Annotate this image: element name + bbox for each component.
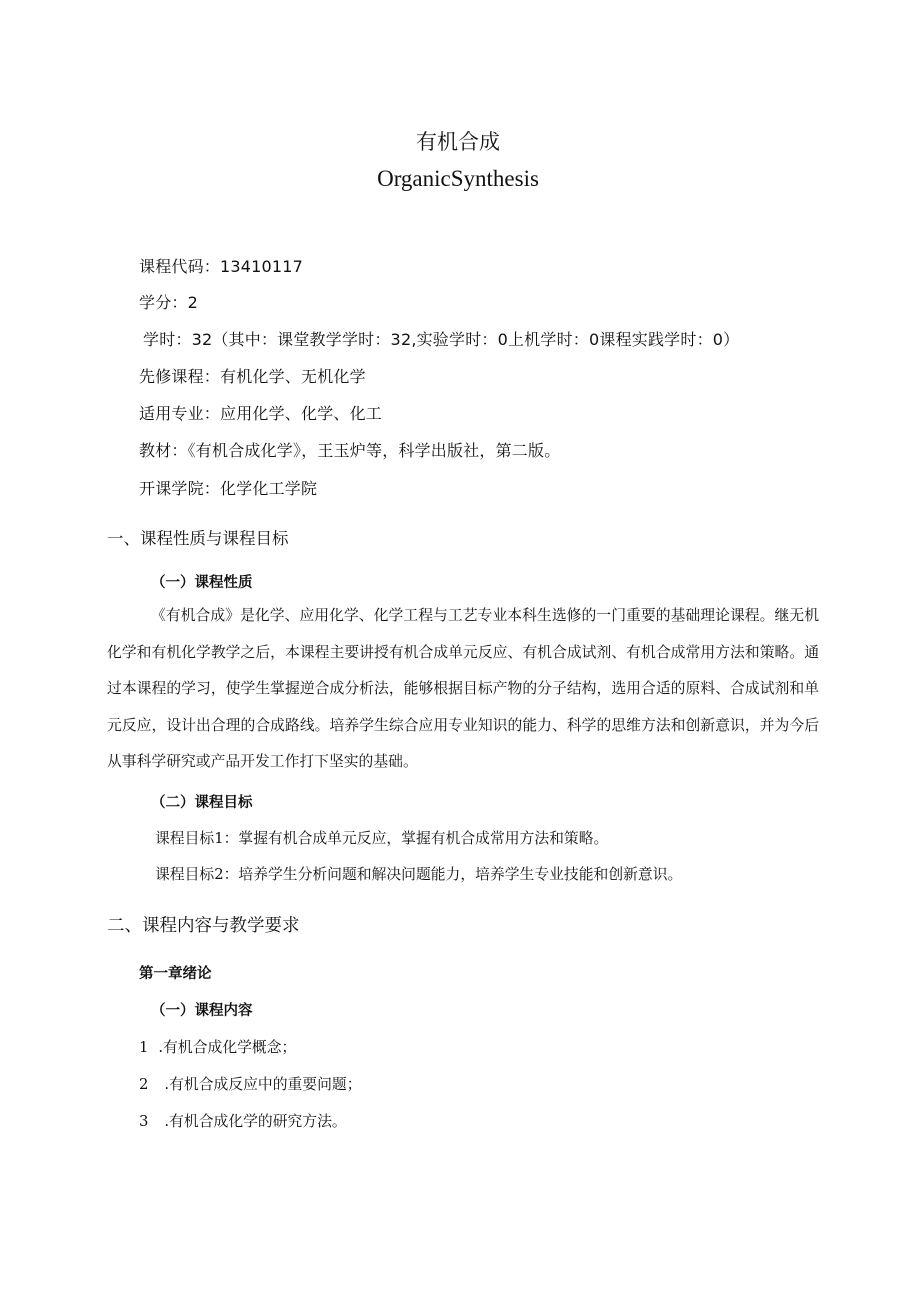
- course-title-chinese: 有机合成: [416, 130, 500, 154]
- list-item-number: 2: [139, 1076, 149, 1093]
- info-majors: 适用专业：应用化学、化学、化工: [139, 404, 383, 423]
- info-credits: 学分：2: [139, 293, 198, 312]
- list-item: [139, 1110, 347, 1131]
- course-goal-2: 课程目标2：培养学生分析问题和解决问题能力，培养学生专业技能和创新意识。: [155, 866, 683, 883]
- info-prerequisites: 先修课程：有机化学、无机化学: [139, 367, 366, 386]
- list-item-text: .有机合成化学的研究方法。: [164, 1113, 347, 1130]
- list-item: [139, 1036, 296, 1057]
- subheading-course-nature: （一）课程性质: [151, 575, 253, 591]
- list-item-number: 1: [139, 1039, 149, 1056]
- course-title-english: OrganicSynthesis: [377, 166, 539, 191]
- course-nature-paragraph: 《有机合成》是化学、应用化学、化学工程与工艺专业本科生选修的一门重要的基础理论课程。继无机化学和有机化学教学之后，本课程主要讲授有机合成单元反应、有机合成试剂、有机合成常用方法和策略。通过本课程的学习，使学生掌握逆合成分析法，能够根据目标产物的分子结构，选用合适的原料、合成试剂和单元反应，设计出合理的合成路线。培养学生综合应用专业知识的能力、科学的思维方法和创新意识，并为今后从事科学研究或产品开发工作打下坚实的基础。: [107, 607, 819, 770]
- section-heading-content-requirements: 二、课程内容与教学要求: [107, 916, 300, 936]
- list-item-text: .有机合成化学概念；: [158, 1039, 297, 1056]
- list-item: [139, 1073, 362, 1094]
- info-course-code: 课程代码：13410117: [139, 257, 304, 276]
- subheading-chapter-content: （一）课程内容: [151, 1003, 253, 1019]
- info-textbook: 教材：《有机合成化学》，王玉炉等，科学出版社，第二版。: [139, 441, 561, 460]
- info-college: 开课学院：化学化工学院: [139, 479, 318, 498]
- chapter-heading: 第一章绪论: [139, 966, 212, 982]
- info-hours: 学时：32（其中：课堂教学学时：32,实验学时：0上机学时：0课程实践学时：0）: [143, 330, 740, 349]
- section-heading-nature-goals: 一、课程性质与课程目标: [107, 529, 289, 548]
- list-item-number: 3: [139, 1113, 149, 1130]
- course-goal-1: 课程目标1：掌握有机合成单元反应，掌握有机合成常用方法和策略。: [155, 830, 609, 847]
- subheading-course-goals: （二）课程目标: [151, 795, 253, 811]
- list-item-text: .有机合成反应中的重要问题；: [164, 1076, 362, 1093]
